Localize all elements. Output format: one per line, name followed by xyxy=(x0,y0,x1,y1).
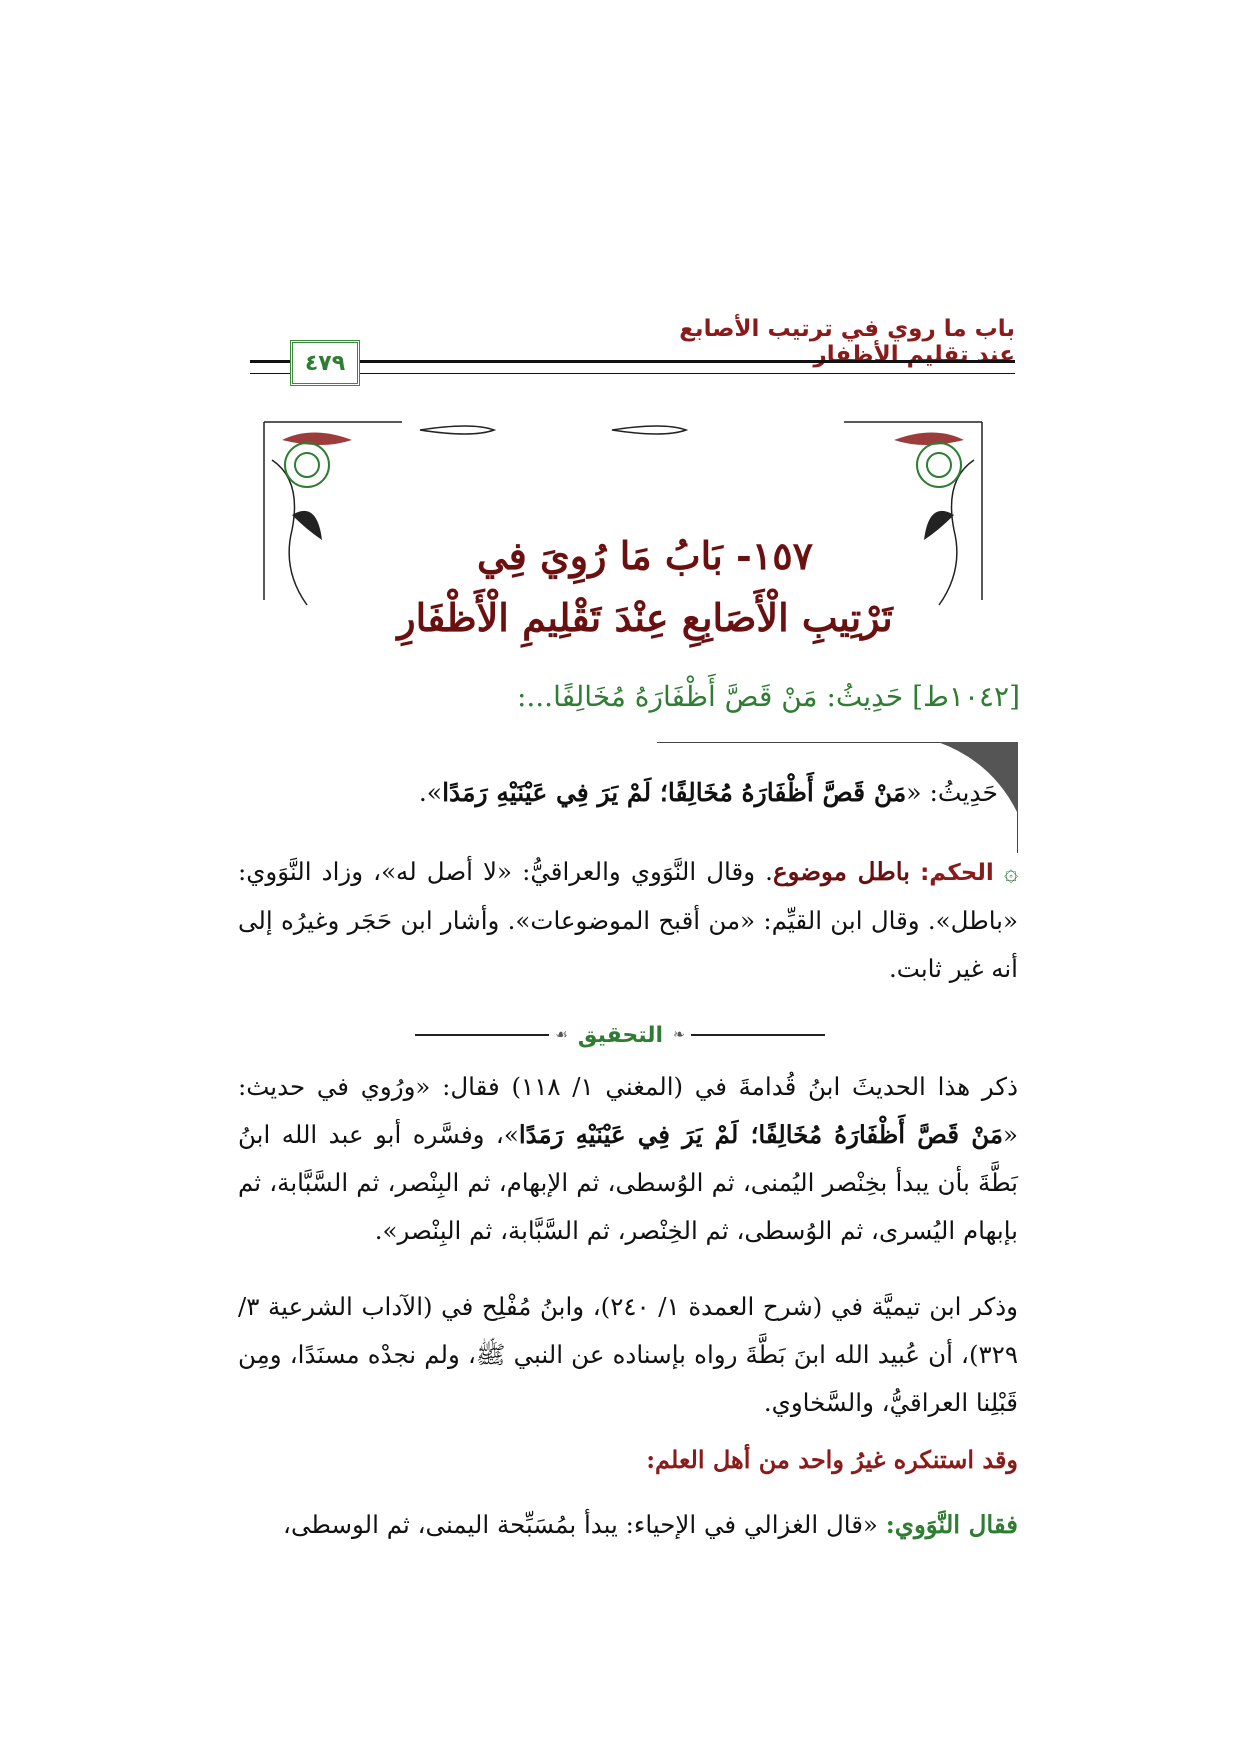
hadith-heading: [١٠٤٢ط] حَدِيثُ: مَنْ قَصَّ أَظْفَارَهُ مُخَالِفًا...: xyxy=(516,680,1020,713)
speaker-label: فقال النَّوَوي: xyxy=(885,1510,1018,1539)
ruling-text: . وقال النَّوَوي والعراقيُّ: «لا أصل له»، وزاد النَّوَوي: «باطل». وقال ابن القيِّم: «من أقبح الموضوعات». وأشار ابن حَجَر وغيرُه إلى أنه غير ثابت. xyxy=(238,857,1018,983)
chapter-title xyxy=(300,525,990,649)
chapter-title-line2: تَرْتِيبِ الْأَصَابِعِ عِنْدَ تَقْلِيمِ الْأَظْفَارِ xyxy=(397,595,893,640)
verification-paragraph-2: وذكر ابن تيميَّة في (شرح العمدة ١/ ٢٤٠)، وابنُ مُفْلِح في (الآداب الشرعية ٣/ ٣٢٩)، أن عُبيد الله ابنَ بَطَّةَ رواه بإسناده عن النبي ﷺ، ولم نجدْه مسنَدًا، ومِن قَبْلِنا العراقيُّ، والسَّخاوي. xyxy=(238,1292,1018,1417)
divider-line xyxy=(691,1034,825,1036)
section-label: التحقيق xyxy=(577,1022,664,1048)
verification-p3-text: «قال الغزالي في الإحياء: يبدأ بمُسَبِّحة اليمنى، ثم الوسطى، xyxy=(283,1510,886,1539)
ruling-value: باطل موضوع xyxy=(772,857,910,886)
header-rule xyxy=(250,360,1015,374)
hadith-prefix: حَدِيثُ: « xyxy=(906,778,998,807)
running-head: باب ما روي في ترتيب الأصابع عند تقليم الأظفار xyxy=(679,316,1015,368)
divider-ornament-icon: ☙ xyxy=(555,1027,568,1043)
page-number: ٤٧٩ xyxy=(290,340,360,386)
chapter-title-line1: ١٥٧- بَابُ مَا رُوِيَ فِي xyxy=(476,533,814,578)
ruling-icon: ۞ xyxy=(1003,858,1018,886)
ruling-paragraph xyxy=(238,848,1018,993)
verification-p1-intro: ذكر هذا الحديثَ ابنُ قُدامةَ في (المغني ١/ ١١٨) فقال: «ورُوي في حديث: « xyxy=(238,1072,1019,1149)
verification-paragraph-1 xyxy=(238,1063,1018,1255)
hadith-matn: مَنْ قَصَّ أَظْفَارَهُ مُخَالِفًا؛ لَمْ يَرَ فِي عَيْنَيْهِ رَمَدًا xyxy=(442,778,907,807)
verification-p1-rest: »، وفسَّره أبو عبد الله ابنُ بَطَّةَ بأن يبدأ بخِنْصر اليُمنى، ثم الوُسطى، ثم الإبهام، ثم البِنْصر، ثم السَّبَّابة، ثم بإبهام اليُسرى، ثم الوُسطى، ثم الخِنْصر، ثم السَّبَّابة، ثم البِنْصر». xyxy=(238,1120,1018,1245)
verification-p1-quote: مَنْ قَصَّ أَظْفَارَهُ مُخَالِفًا؛ لَمْ يَرَ فِي عَيْنَيْهِ رَمَدًا xyxy=(518,1120,1003,1149)
section-divider xyxy=(415,1020,825,1050)
hadith-text xyxy=(240,778,998,807)
hadith-suffix: ». xyxy=(418,778,443,807)
divider-line xyxy=(415,1034,549,1036)
divider-ornament-icon: ❧ xyxy=(673,1027,685,1043)
verification-subheading: وقد استنكره غيرُ واحد من أهل العلم: xyxy=(646,1445,1018,1474)
verification-paragraph-3 xyxy=(238,1510,1018,1539)
ruling-label: الحكم: xyxy=(920,860,994,886)
